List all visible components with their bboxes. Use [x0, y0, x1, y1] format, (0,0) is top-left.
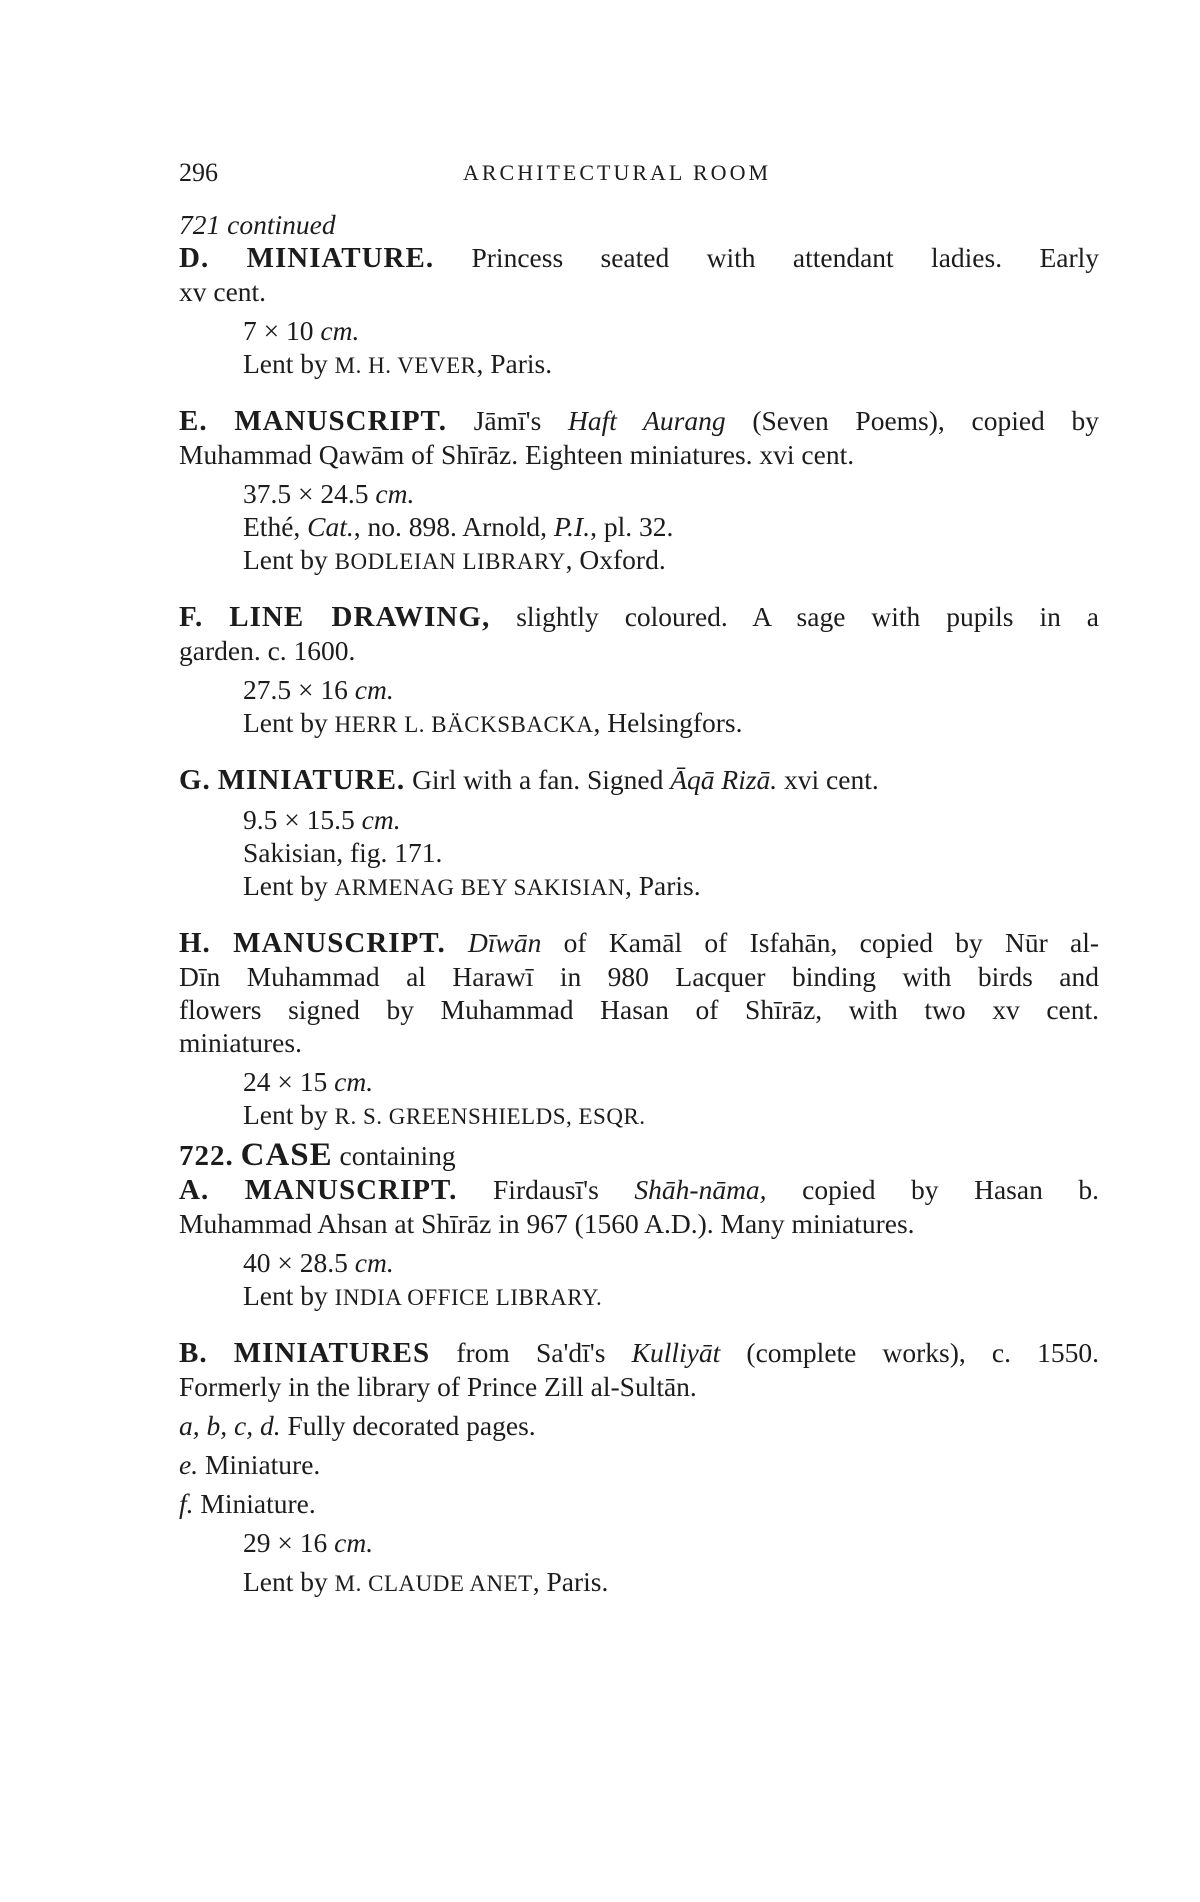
item-722-b-lender: Lent by M. CLAUDE ANET, Paris. — [243, 1566, 609, 1597]
entry-722 — [179, 1139, 1099, 1600]
item-f-lender: Lent by HERR L. BÄCKSBACKA, Helsingfors. — [243, 707, 743, 738]
entry-722-heading: 722. CASE containing — [179, 1137, 456, 1173]
item-h-line-1: H. MANUSCRIPT. Dīwān of Kamāl of Isfahān, copied by Nūr al- — [179, 927, 1100, 959]
entry-721-continued: 721 continued — [179, 209, 336, 240]
item-721-e — [179, 404, 1099, 578]
item-g-reference: Sakisian, fig. 171. — [243, 837, 443, 868]
item-e-line-2: Muhammad Qawām of Shīrāz. Eighteen miniatures. xvi cent. — [179, 439, 855, 470]
item-721-f — [179, 600, 1099, 741]
item-e-dimensions: 37.5 × 24.5 cm. — [243, 478, 415, 509]
item-d-heading: MINIATURE. — [246, 242, 435, 274]
item-722-b-line-2: Formerly in the library of Prince Zill al-Sultān. — [179, 1371, 697, 1402]
item-722-a-lender: Lent by INDIA OFFICE LIBRARY. — [243, 1280, 603, 1311]
item-d-line-1: D. MINIATURE. Princess seated with attendant ladies. Early — [179, 242, 1100, 274]
item-f-line-2: garden. c. 1600. — [179, 635, 356, 666]
item-722-a-line-2: Muhammad Ahsan at Shīrāz in 967 (1560 A.D.). Many miniatures. — [179, 1208, 915, 1239]
item-722-b-sub-f: f. Miniature. — [179, 1488, 316, 1519]
item-h-line-2: Dīn Muhammad al Harawī in 980 Lacquer binding with birds and — [179, 961, 1099, 992]
item-h-dimensions: 24 × 15 cm. — [243, 1066, 374, 1097]
item-g-lender: Lent by ARMENAG BEY SAKISIAN, Paris. — [243, 870, 701, 901]
item-g-heading: MINIATURE. — [217, 764, 406, 796]
item-722-a-dimensions: 40 × 28.5 cm. — [243, 1247, 394, 1278]
item-g-dimensions: 9.5 × 15.5 cm. — [243, 804, 401, 835]
item-d-lender: Lent by M. H. VEVER, Paris. — [243, 348, 553, 379]
item-721-h — [179, 926, 1099, 1133]
item-h-line-3: flowers signed by Muhammad Hasan of Shīrāz, with two xv cent. — [179, 994, 1099, 1025]
item-f-line-1: F. LINE DRAWING, slightly coloured. A sage with pupils in a — [179, 601, 1100, 633]
item-g-line-1: G. MINIATURE. Girl with a fan. Signed Āqā Rizā. xvi cent. — [179, 764, 879, 796]
item-e-lender: Lent by BODLEIAN LIBRARY, Oxford. — [243, 544, 666, 575]
item-h-lender: Lent by R. S. GREENSHIELDS, ESQR. — [243, 1099, 646, 1130]
item-722-b-dimensions: 29 × 16 cm. — [243, 1527, 374, 1558]
item-722-b-sub-abcd: a, b, c, d. Fully decorated pages. — [179, 1410, 536, 1441]
item-f-dimensions: 27.5 × 16 cm. — [243, 674, 394, 705]
item-722-a-heading: MANUSCRIPT. — [244, 1174, 458, 1206]
item-722-b — [179, 1336, 1099, 1600]
item-d-dimensions: 7 × 10 cm. — [243, 315, 360, 346]
item-722-a-line-1: A. MANUSCRIPT. Firdausī's Shāh-nāma, copied by Hasan b. — [179, 1174, 1100, 1206]
catalogue-text — [179, 208, 1099, 1600]
page-number: 296 — [179, 158, 218, 187]
item-721-d — [179, 241, 1099, 382]
item-e-line-1: E. MANUSCRIPT. Jāmī's Haft Aurang (Seven Poems), copied by — [179, 405, 1100, 437]
item-721-g — [179, 763, 1099, 904]
running-title: ARCHITECTURAL ROOM — [463, 160, 772, 185]
item-722-b-line-1: B. MINIATURES from Sa'dī's Kulliyāt (complete works), c. 1550. — [179, 1337, 1100, 1369]
item-722-b-sub-e: e. Miniature. — [179, 1449, 321, 1480]
item-d-line-2: xv cent. — [179, 276, 267, 307]
item-f-heading: LINE DRAWING, — [229, 601, 491, 633]
item-e-reference: Ethé, Cat., no. 898. Arnold, P.I., pl. 32. — [243, 511, 674, 542]
item-h-heading: MANUSCRIPT. — [233, 927, 446, 959]
item-e-heading: MANUSCRIPT. — [234, 405, 447, 437]
item-h-line-4: miniatures. — [179, 1027, 302, 1058]
page-header — [179, 158, 1099, 198]
item-722-b-heading: MINIATURES — [233, 1337, 431, 1369]
